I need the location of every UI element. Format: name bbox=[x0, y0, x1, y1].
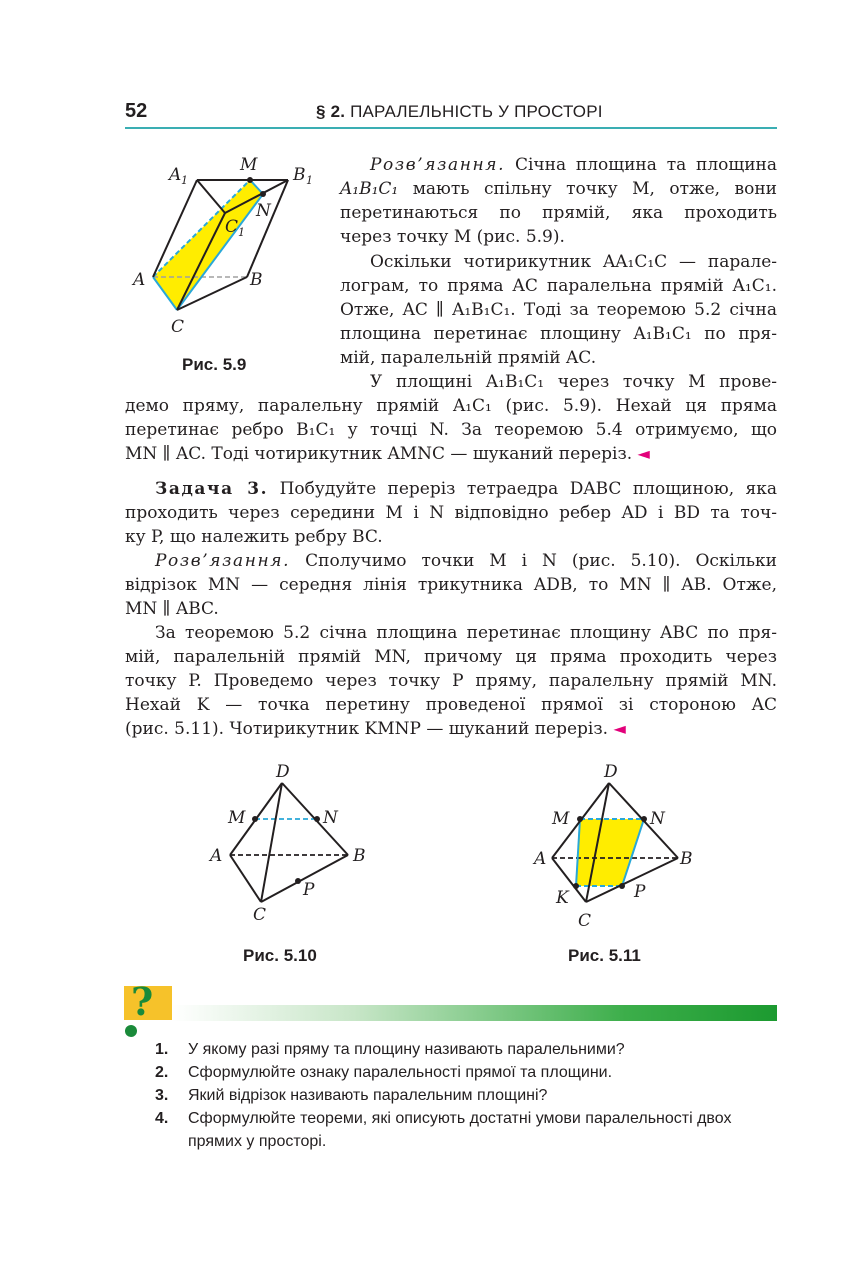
label-c: C bbox=[253, 905, 267, 925]
task3-solution-heading: Розв’язання. bbox=[155, 551, 291, 571]
label-n: N bbox=[323, 808, 338, 828]
task3-statement: Задача 3. Побудуйте переріз тетраедра DABC площиною, яка проходить через середини M і N відповідно ребер AD і BD та точ- ку P, що належить ребру BC. bbox=[125, 479, 777, 547]
label-n: N bbox=[650, 809, 665, 829]
solution1-paragraph3: демо пряму, паралельну прямій A₁C₁ (рис. 5.9). Нехай ця пряма перетинає ребро B₁C₁ у точці N. За теоремою 5.4 отримуємо, що MN ∥ AC. Тоді чотирикутник AMNC — шуканий переріз. ◄ bbox=[125, 396, 777, 464]
figure-5-10 bbox=[200, 755, 380, 930]
label-a: A bbox=[210, 846, 223, 866]
svg-text:1: 1 bbox=[181, 174, 188, 187]
header-rule bbox=[125, 127, 777, 129]
figure-5-10-caption: Рис. 5.10 bbox=[243, 946, 317, 965]
section-number: § 2. bbox=[316, 102, 346, 121]
label-d: D bbox=[276, 762, 290, 782]
label-p: P bbox=[634, 882, 646, 902]
questions-gradient-bar bbox=[172, 1005, 777, 1021]
label-a: A bbox=[133, 270, 146, 290]
edge-a1c1 bbox=[197, 180, 225, 213]
figure-5-9-caption: Рис. 5.9 bbox=[182, 355, 247, 374]
label-p: P bbox=[303, 880, 315, 900]
section-fill bbox=[153, 180, 263, 310]
solution1-paragraph1: Розв’язання. Січна площина та площина A₁B₁C₁ мають спільну точку M, отже, вони перетинаються по прямій, яка проходить через точку M (рис. 5.9). bbox=[340, 155, 778, 247]
point-n bbox=[260, 191, 266, 197]
figure-5-11 bbox=[530, 755, 710, 935]
label-c: C bbox=[171, 317, 185, 337]
task3-solution: Розв’язання. Сполучимо точки M і N (рис. 5.10). Оскільки відрізок MN — середня лінія трикутника ADB, то MN ∥ AB. Отже, MN ∥ ABC. bbox=[125, 551, 777, 619]
label-b: B bbox=[680, 849, 693, 869]
figure-5-9 bbox=[125, 150, 325, 345]
label-n: N bbox=[256, 201, 271, 221]
section-title: ПАРАЛЕЛЬНІСТЬ У ПРОСТОРІ bbox=[350, 102, 603, 121]
label-k: K bbox=[556, 888, 569, 908]
point-n bbox=[641, 816, 647, 822]
point-n bbox=[314, 816, 320, 822]
point-k bbox=[573, 883, 579, 889]
point-p bbox=[619, 883, 625, 889]
question-mark-icon: ? bbox=[131, 979, 154, 1024]
label-b1: B bbox=[293, 165, 306, 185]
label-a1: A bbox=[169, 165, 182, 185]
label-b: B bbox=[250, 270, 263, 290]
list-item: 2. Сформулюйте ознаку паралельності прямої та площини. bbox=[155, 1064, 613, 1081]
solution1-paragraph3-start: У площині A₁B₁C₁ через точку M прове- bbox=[370, 372, 777, 392]
point-p bbox=[295, 878, 301, 884]
task3-heading: Задача 3. bbox=[155, 479, 269, 499]
label-d: D bbox=[604, 762, 618, 782]
label-m: M bbox=[228, 808, 246, 828]
list-item: 1. У якому разі пряму та площину називають паралельними? bbox=[155, 1041, 625, 1058]
point-m bbox=[577, 816, 583, 822]
label-b: B bbox=[353, 846, 366, 866]
point-m bbox=[252, 816, 258, 822]
question-dot bbox=[125, 1025, 137, 1037]
end-mark: ◄ bbox=[613, 719, 626, 738]
point-m bbox=[247, 177, 253, 183]
list-item: 4. Сформулюйте теореми, які описують достатні умови паралельності двох прямих у просторі. bbox=[155, 1110, 732, 1150]
label-c1: C bbox=[225, 217, 239, 237]
section-header bbox=[316, 102, 603, 122]
svg-text:1: 1 bbox=[306, 174, 313, 187]
label-c: C bbox=[578, 911, 592, 931]
label-a: A bbox=[534, 849, 547, 869]
questions-list bbox=[150, 1038, 780, 1153]
solution1-paragraph2: Оскільки чотирикутник AA₁C₁C — парале- лограм, то пряма AC паралельна прямій A₁C₁. Отже, AC ∥ A₁B₁C₁. Тоді за теоремою 5.2 січна площина перетинає площину A₁B₁C₁ по пря- мій, паралельній прямій AC. bbox=[340, 252, 777, 368]
list-item: 3. Який відрізок називають паралельним площині? bbox=[155, 1087, 548, 1104]
figure-5-11-caption: Рис. 5.11 bbox=[568, 946, 641, 965]
label-m: M bbox=[240, 155, 258, 175]
svg-text:1: 1 bbox=[238, 226, 245, 239]
page-number: 52 bbox=[125, 100, 148, 122]
label-m: M bbox=[552, 809, 570, 829]
solution1-heading: Розв’язання. bbox=[370, 155, 506, 175]
edge-dc bbox=[261, 783, 282, 902]
task3-solution-paragraph2: За теоремою 5.2 січна площина перетинає площину ABC по пря- мій, паралельній прямій MN, причому ця пряма проходить через точку P. Проведемо через точку P пряму, паралельну прямій MN. Нехай K — точка перетину проведеної прямої зі стороною AC (рис. 5.11). Чотирикутник KMNP — шуканий переріз. ◄ bbox=[125, 623, 777, 739]
end-mark: ◄ bbox=[637, 444, 650, 463]
edge-ac bbox=[230, 855, 261, 902]
